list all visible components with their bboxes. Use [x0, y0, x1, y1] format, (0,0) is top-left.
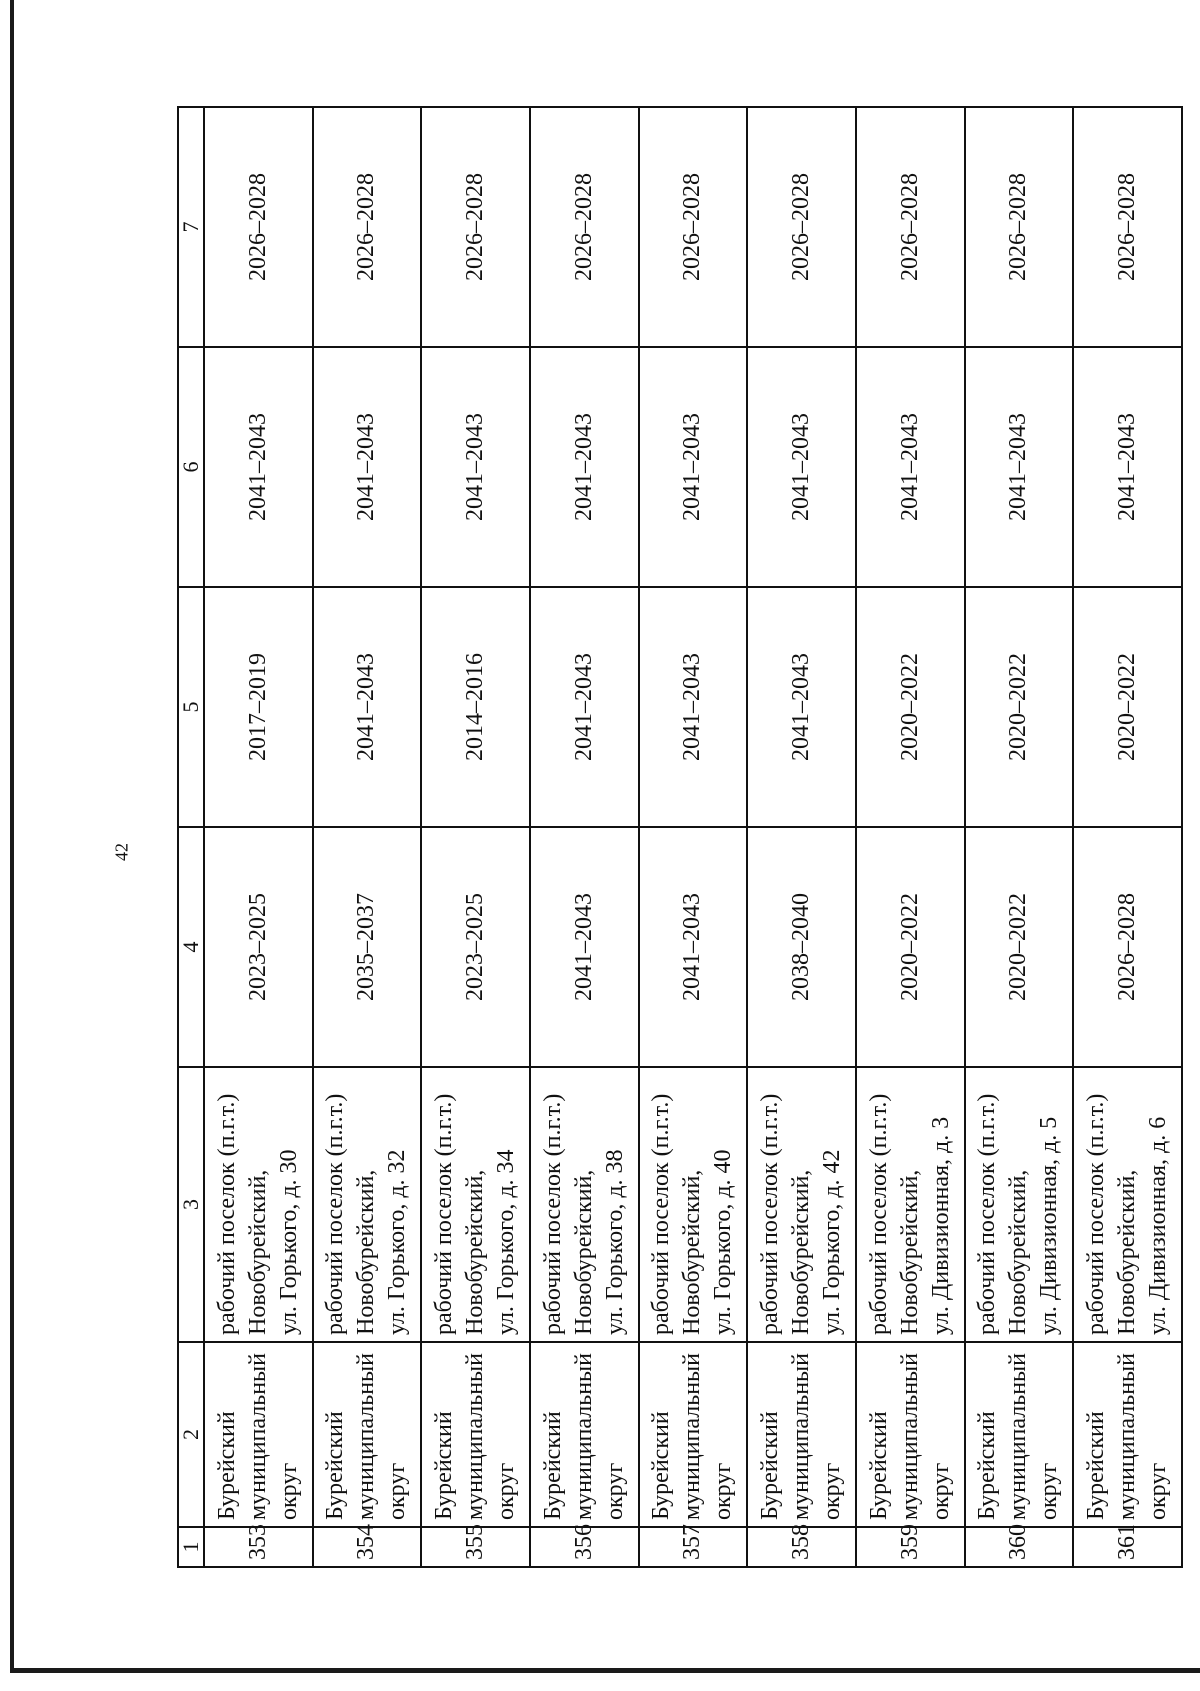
period-cell-col6: 2041–2043 — [1073, 347, 1182, 587]
period-cell-col6: 2041–2043 — [639, 347, 748, 587]
district-line: муниципальный — [788, 1352, 815, 1520]
period-cell-col6: 2041–2043 — [856, 347, 965, 587]
column-header-1: 1 — [178, 1527, 204, 1567]
column-header-7: 7 — [178, 107, 204, 347]
period-cell-col7: 2026–2028 — [639, 107, 748, 347]
column-header-5: 5 — [178, 587, 204, 827]
address-line: Новобурейский, — [353, 1169, 380, 1335]
period-cell-col7: 2026–2028 — [1073, 107, 1182, 347]
address-line: ул. Дивизионная, д. 6 — [1145, 1116, 1172, 1335]
address-line: Новобурейский, — [788, 1169, 815, 1335]
address-cell — [530, 1067, 639, 1342]
period-cell-col4: 2041–2043 — [530, 827, 639, 1067]
address-line: Новобурейский, — [1005, 1169, 1032, 1335]
row-number-cell: 360 — [965, 1527, 1074, 1567]
period-cell-col4: 2026–2028 — [1073, 827, 1182, 1067]
row-number-cell: 361 — [1073, 1527, 1182, 1567]
district-line: округ — [275, 1462, 302, 1520]
table-row — [421, 107, 530, 1567]
address-line: рабочий поселок (п.г.т.) — [539, 1093, 566, 1335]
table-rotated-wrapper — [177, 108, 1183, 1568]
period-cell-col5: 2020–2022 — [965, 587, 1074, 827]
column-header-6: 6 — [178, 347, 204, 587]
period-cell-col7: 2026–2028 — [747, 107, 856, 347]
address-line: Новобурейский, — [462, 1169, 489, 1335]
table-row — [530, 107, 639, 1567]
address-line: рабочий поселок (п.г.т.) — [1083, 1093, 1110, 1335]
district-line: Бурейский — [213, 1411, 240, 1520]
district-line: Бурейский — [539, 1411, 566, 1520]
address-line: ул. Горького, д. 40 — [710, 1149, 737, 1335]
district-line: округ — [819, 1462, 846, 1520]
address-cell — [204, 1067, 313, 1342]
page-number: 42 — [111, 843, 132, 861]
district-line: Бурейский — [1083, 1411, 1110, 1520]
row-number-cell: 358 — [747, 1527, 856, 1567]
row-number-cell: 356 — [530, 1527, 639, 1567]
scan-edge-bottom — [10, 1668, 1200, 1673]
table-header-row — [178, 107, 204, 1567]
period-cell-col4: 2038–2040 — [747, 827, 856, 1067]
district-cell — [856, 1342, 965, 1527]
row-number-cell: 354 — [313, 1527, 422, 1567]
district-line: Бурейский — [322, 1411, 349, 1520]
address-line: ул. Горького, д. 30 — [275, 1149, 302, 1335]
address-cell — [1073, 1067, 1182, 1342]
district-line: округ — [927, 1462, 954, 1520]
period-cell-col6: 2041–2043 — [313, 347, 422, 587]
district-cell — [204, 1342, 313, 1527]
district-line: муниципальный — [244, 1352, 271, 1520]
address-line: Новобурейский, — [1114, 1169, 1141, 1335]
district-line: округ — [493, 1462, 520, 1520]
address-cell — [639, 1067, 748, 1342]
period-cell-col7: 2026–2028 — [965, 107, 1074, 347]
address-line: рабочий поселок (п.г.т.) — [213, 1093, 240, 1335]
period-cell-col4: 2041–2043 — [639, 827, 748, 1067]
district-cell — [639, 1342, 748, 1527]
table-container — [177, 108, 1183, 1568]
period-cell-col6: 2041–2043 — [204, 347, 313, 587]
period-cell-col7: 2026–2028 — [421, 107, 530, 347]
column-header-4: 4 — [178, 827, 204, 1067]
period-cell-col6: 2041–2043 — [530, 347, 639, 587]
district-line: муниципальный — [896, 1352, 923, 1520]
address-cell — [965, 1067, 1074, 1342]
address-line: ул. Дивизионная, д. 5 — [1036, 1116, 1063, 1335]
address-line: Новобурейский, — [896, 1169, 923, 1335]
district-line: муниципальный — [1005, 1352, 1032, 1520]
period-cell-col5: 2020–2022 — [1073, 587, 1182, 827]
address-line: рабочий поселок (п.г.т.) — [648, 1093, 675, 1335]
period-cell-col4: 2023–2025 — [204, 827, 313, 1067]
district-line: округ — [1036, 1462, 1063, 1520]
district-line: округ — [710, 1462, 737, 1520]
table-row — [747, 107, 856, 1567]
row-number-cell: 353 — [204, 1527, 313, 1567]
address-line: ул. Горького, д. 38 — [601, 1149, 628, 1335]
address-line: рабочий поселок (п.г.т.) — [431, 1093, 458, 1335]
district-cell — [1073, 1342, 1182, 1527]
period-cell-col7: 2026–2028 — [204, 107, 313, 347]
row-number-cell: 355 — [421, 1527, 530, 1567]
district-line: Бурейский — [865, 1411, 892, 1520]
table-row — [204, 107, 313, 1567]
district-cell — [421, 1342, 530, 1527]
period-cell-col7: 2026–2028 — [530, 107, 639, 347]
period-cell-col4: 2020–2022 — [856, 827, 965, 1067]
district-line: Бурейский — [757, 1411, 784, 1520]
address-line: рабочий поселок (п.г.т.) — [322, 1093, 349, 1335]
scan-edge-left — [10, 0, 14, 1672]
district-line: округ — [1145, 1462, 1172, 1520]
period-cell-col5: 2020–2022 — [856, 587, 965, 827]
district-cell — [747, 1342, 856, 1527]
address-cell — [856, 1067, 965, 1342]
address-line: рабочий поселок (п.г.т.) — [865, 1093, 892, 1335]
address-line: Новобурейский, — [570, 1169, 597, 1335]
district-line: муниципальный — [462, 1352, 489, 1520]
address-line: Новобурейский, — [679, 1169, 706, 1335]
period-cell-col4: 2035–2037 — [313, 827, 422, 1067]
address-line: рабочий поселок (п.г.т.) — [974, 1093, 1001, 1335]
period-cell-col4: 2023–2025 — [421, 827, 530, 1067]
district-cell — [313, 1342, 422, 1527]
address-line: ул. Горького, д. 42 — [819, 1149, 846, 1335]
period-cell-col5: 2041–2043 — [530, 587, 639, 827]
address-line: Новобурейский, — [244, 1169, 271, 1335]
address-line: ул. Горького, д. 32 — [384, 1149, 411, 1335]
period-cell-col6: 2041–2043 — [965, 347, 1074, 587]
period-cell-col5: 2041–2043 — [747, 587, 856, 827]
period-cell-col5: 2014–2016 — [421, 587, 530, 827]
district-cell — [965, 1342, 1074, 1527]
district-line: округ — [384, 1462, 411, 1520]
period-cell-col4: 2020–2022 — [965, 827, 1074, 1067]
table-row — [1073, 107, 1182, 1567]
period-cell-col7: 2026–2028 — [856, 107, 965, 347]
table-row — [639, 107, 748, 1567]
period-cell-col6: 2041–2043 — [421, 347, 530, 587]
table-row — [856, 107, 965, 1567]
data-table — [177, 106, 1183, 1568]
district-line: Бурейский — [431, 1411, 458, 1520]
table-body — [204, 107, 1182, 1567]
column-header-3: 3 — [178, 1067, 204, 1342]
address-line: ул. Дивизионная, д. 3 — [927, 1116, 954, 1335]
district-line: муниципальный — [353, 1352, 380, 1520]
row-number-cell: 357 — [639, 1527, 748, 1567]
address-cell — [313, 1067, 422, 1342]
district-cell — [530, 1342, 639, 1527]
address-cell — [421, 1067, 530, 1342]
period-cell-col5: 2017–2019 — [204, 587, 313, 827]
period-cell-col6: 2041–2043 — [747, 347, 856, 587]
address-line: рабочий поселок (п.г.т.) — [757, 1093, 784, 1335]
district-line: Бурейский — [974, 1411, 1001, 1520]
period-cell-col5: 2041–2043 — [313, 587, 422, 827]
district-line: Бурейский — [648, 1411, 675, 1520]
address-cell — [747, 1067, 856, 1342]
period-cell-col5: 2041–2043 — [639, 587, 748, 827]
column-header-2: 2 — [178, 1342, 204, 1527]
table-row — [965, 107, 1074, 1567]
district-line: муниципальный — [570, 1352, 597, 1520]
district-line: округ — [601, 1462, 628, 1520]
period-cell-col7: 2026–2028 — [313, 107, 422, 347]
row-number-cell: 359 — [856, 1527, 965, 1567]
district-line: муниципальный — [679, 1352, 706, 1520]
table-row — [313, 107, 422, 1567]
district-line: муниципальный — [1114, 1352, 1141, 1520]
address-line: ул. Горького, д. 34 — [493, 1149, 520, 1335]
